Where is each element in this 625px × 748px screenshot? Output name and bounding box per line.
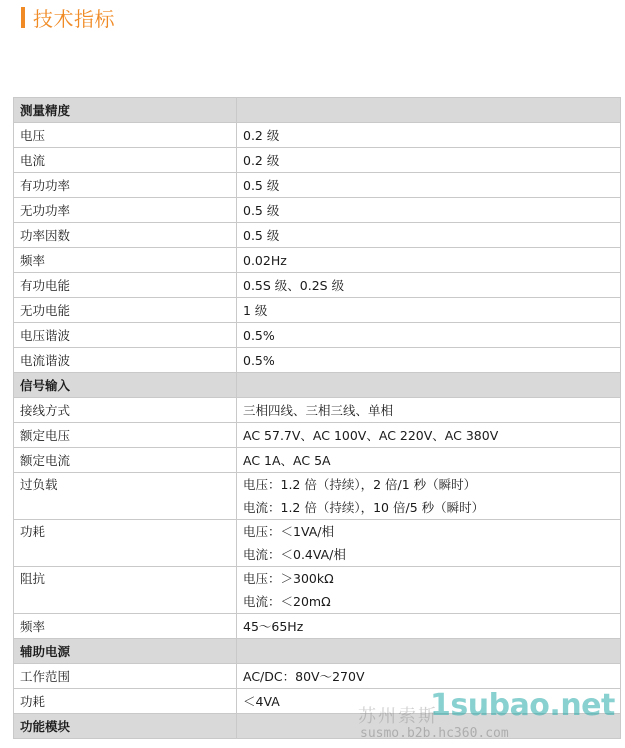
title-accent-bar — [21, 7, 25, 28]
row-value: AC 1A、AC 5A — [237, 448, 621, 473]
table-row — [14, 689, 621, 714]
value-line: 电压：1.2 倍（持续），2 倍/1 秒（瞬时） — [243, 477, 477, 492]
row-value: 0.2 级 — [237, 123, 621, 148]
row-value-multi — [237, 520, 621, 567]
row-value: 1 级 — [237, 298, 621, 323]
row-value: 0.5 级 — [237, 173, 621, 198]
row-value: 0.5 级 — [237, 198, 621, 223]
row-value: 三相四线、三相三线、单相 — [237, 398, 621, 423]
table-row — [14, 248, 621, 273]
row-key: 额定电流 — [14, 448, 237, 473]
table-row — [14, 148, 621, 173]
row-key: 功耗 — [14, 689, 237, 714]
row-key: 无功功率 — [14, 198, 237, 223]
table-row — [14, 323, 621, 348]
row-value: 0.2 级 — [237, 148, 621, 173]
table-row — [14, 298, 621, 323]
row-value: AC 57.7V、AC 100V、AC 220V、AC 380V — [237, 423, 621, 448]
row-value: 0.5S 级、0.2S 级 — [237, 273, 621, 298]
watermark-url: susmo.b2b.hc360.com — [360, 726, 509, 741]
row-key: 电压 — [14, 123, 237, 148]
table-row — [14, 473, 621, 520]
watermark-logo: 1subao.net — [430, 688, 615, 723]
row-key: 频率 — [14, 248, 237, 273]
table-row — [14, 348, 621, 373]
row-value-multi — [237, 473, 621, 520]
row-key: 过负载 — [14, 473, 237, 520]
table-row — [14, 448, 621, 473]
section-header-label: 信号输入 — [14, 373, 237, 398]
row-key: 频率 — [14, 614, 237, 639]
section-header-label: 功能模块 — [14, 714, 237, 739]
table-row — [14, 664, 621, 689]
section-header-function — [14, 714, 621, 739]
row-value: 0.5 级 — [237, 223, 621, 248]
row-key: 工作范围 — [14, 664, 237, 689]
row-key: 有功功率 — [14, 173, 237, 198]
table-row — [14, 198, 621, 223]
page-title: 技术指标 — [33, 6, 115, 31]
value-line: 电压：＞300kΩ — [243, 571, 334, 586]
row-value: AC/DC：80V～270V — [237, 664, 621, 689]
row-value: ＜4VA — [237, 689, 621, 714]
row-key: 电压谐波 — [14, 323, 237, 348]
spec-table — [13, 97, 621, 739]
row-value: 0.5% — [237, 323, 621, 348]
section-title — [21, 2, 115, 32]
row-key: 功率因数 — [14, 223, 237, 248]
row-value: 45～65Hz — [237, 614, 621, 639]
table-row — [14, 614, 621, 639]
table-row — [14, 423, 621, 448]
row-key: 功耗 — [14, 520, 237, 567]
value-line: 电流：＜20mΩ — [243, 594, 331, 609]
value-line: 电流：1.2 倍（持续），10 倍/5 秒（瞬时） — [243, 500, 485, 515]
value-line: 电压：＜1VA/相 — [243, 524, 334, 539]
row-value: 0.5% — [237, 348, 621, 373]
table-row — [14, 520, 621, 567]
table-row — [14, 123, 621, 148]
row-value: 0.02Hz — [237, 248, 621, 273]
row-key: 电流 — [14, 148, 237, 173]
row-value-multi — [237, 567, 621, 614]
table-row — [14, 223, 621, 248]
row-key: 电流谐波 — [14, 348, 237, 373]
table-row — [14, 567, 621, 614]
section-header-label: 测量精度 — [14, 98, 237, 123]
section-header-aux-power — [14, 639, 621, 664]
row-key: 接线方式 — [14, 398, 237, 423]
section-header-input — [14, 373, 621, 398]
row-key: 阻抗 — [14, 567, 237, 614]
table-row — [14, 273, 621, 298]
table-row — [14, 398, 621, 423]
value-line: 电流：＜0.4VA/相 — [243, 547, 346, 562]
row-key: 有功电能 — [14, 273, 237, 298]
table-row — [14, 173, 621, 198]
section-header-label: 辅助电源 — [14, 639, 237, 664]
row-key: 额定电压 — [14, 423, 237, 448]
row-key: 无功电能 — [14, 298, 237, 323]
section-header-measurement — [14, 98, 621, 123]
watermark-cn: 苏州索斯 — [358, 706, 438, 727]
